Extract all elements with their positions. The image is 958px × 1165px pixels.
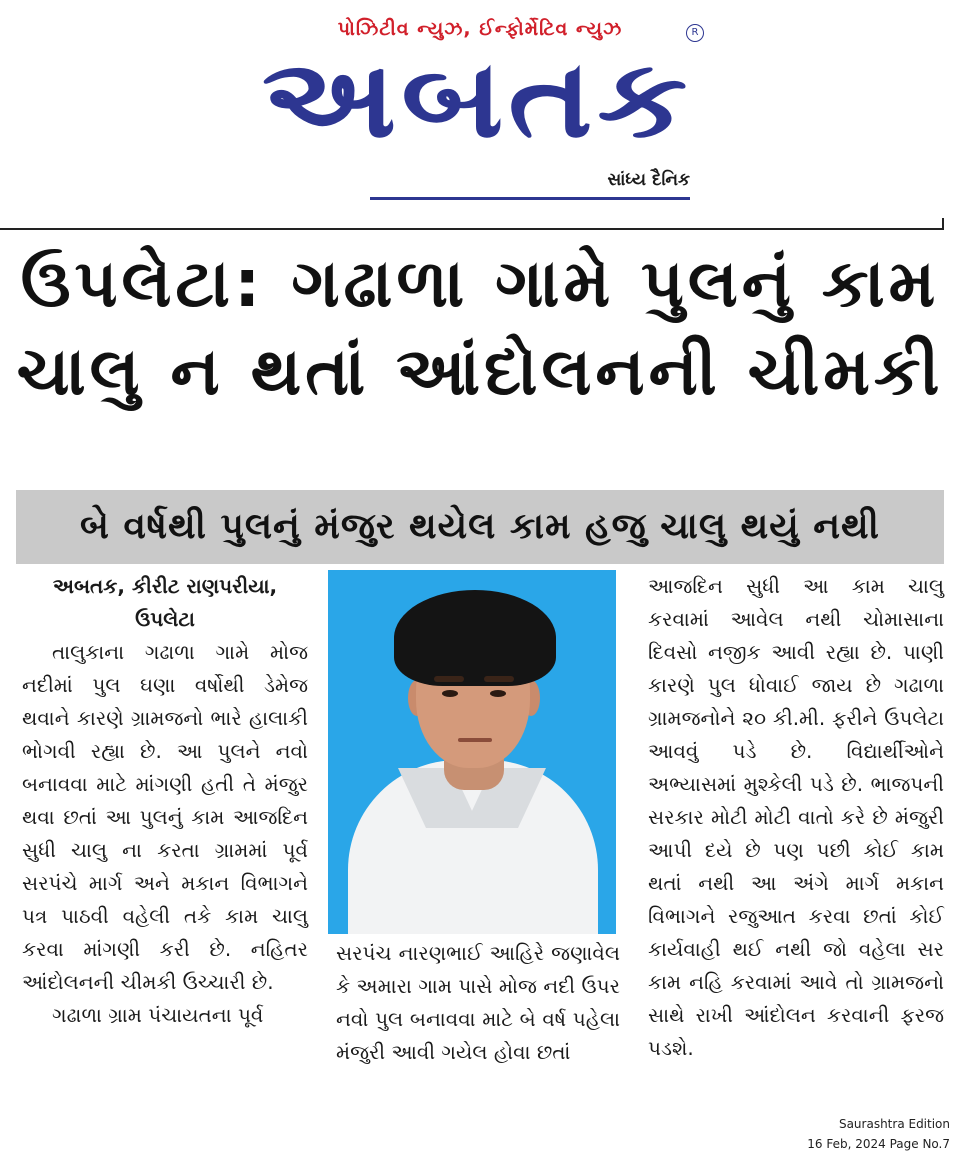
article-column-middle — [336, 937, 620, 1069]
masthead-tagline: પોઝિટીવ ન્યુઝ, ઈન્ફોર્મેટિવ ન્યુઝ — [337, 18, 623, 40]
masthead — [0, 0, 958, 232]
article-column-left — [22, 570, 308, 1032]
edition-underline — [370, 197, 690, 200]
headline-line-2: ચાલુ ન થતાં આંદોલનની ચીમકી — [16, 333, 944, 410]
registered-mark-icon: R — [686, 24, 704, 42]
photo-mouth — [458, 738, 492, 742]
article-headline — [12, 240, 948, 416]
edition-label: સાંધ્ય દૈનિક — [607, 170, 690, 190]
article-subheadline: બે વર્ષથી પુલનું મંજુર થયેલ કામ હજુ ચાલુ થયું નથી — [16, 490, 944, 564]
article-paragraph-3: સરપંચ નારણભાઈ આહિરે જણાવેલ કે અમારા ગામ પાસે મોજ નદી ઉપર નવો પુલ બનાવવા માટે બે વર્ષ પહેલા મંજુરી આવી ગયેલ હોવા છતાં — [336, 941, 620, 1064]
page-footer — [750, 1114, 950, 1154]
article-paragraph-4: આજદિન સુધી આ કામ ચાલુ કરવામાં આવેલ નથી ચોમાસાના દિવસો નજીક આવી રહ્યા છે. પાણી કારણે પુલ ધોવાઈ જાય છે ગઢાળા ગ્રામજનોને ૨૦ કી.મી. ફરીને ઉપલેટા આવવું પડે છે. વિદ્યાર્થીઓને અભ્યાસમાં મુશ્કેલી પડે છે. ભાજપની સરકાર મોટી મોટી વાતો કરે છે મંજુરી આપી દયે છે પણ પછી કોઈ કામ થતાં નથી આ અંગે માર્ગ મકાન વિભાગને રજુઆત કરવા છતાં કોઈ કાર્યવાહી થઈ નથી જો વહેલા સર કામ નહિ કરવામાં આવે તો ગ્રામજનો સાથે રાખી આંદોલન કરવાની ફરજ પડશે. — [648, 574, 944, 1060]
newspaper-logo: અબતક — [261, 37, 693, 162]
article-column-right — [648, 570, 944, 1065]
photo-brow-left — [434, 676, 464, 682]
photo-hair — [394, 590, 556, 686]
photo-brow-right — [484, 676, 514, 682]
article-paragraph-1: તાલુકાના ગઢાળા ગામે મોજ નદીમાં પુલ ઘણા વર્ષોથી ડેમેજ થવાને કારણે ગ્રામજનો ભારે હાલાકી ભોગવી રહ્યા છે. આ પુલને નવો બનાવવા માટે માંગણી હતી તે મંજુર થવા છતાં આ પુલનું કામ આજદિન સુધી ચાલુ ના કરતા ગ્રામમાં પૂર્વ સરપંચે માર્ગ અને મકાન વિભાગને પત્ર પાઠવી વહેલી તકે કામ ચાલુ કરવા માંગણી કરી છે. નહિતર આંદોલનની ચીમકી ઉચ્ચારી છે. — [22, 640, 308, 994]
sarpanch-photo — [328, 570, 616, 934]
masthead-divider — [0, 228, 944, 230]
footer-edition: Saurashtra Edition — [838, 1117, 950, 1131]
article-byline: અબતક, કીરીટ રાણપરીયા, ઉપલેટા — [52, 574, 278, 631]
headline-line-1: ઉપલેટા: ગઢાળા ગામે પુલનું કામ — [20, 245, 940, 322]
photo-eye-right — [490, 690, 506, 697]
photo-eye-left — [442, 690, 458, 697]
footer-date-page: 16 Feb, 2024 Page No.7 — [807, 1137, 950, 1151]
article-paragraph-2: ગઢાળા ગ્રામ પંચાયતના પૂર્વ — [52, 1003, 264, 1027]
masthead-divider-tick — [942, 218, 944, 230]
